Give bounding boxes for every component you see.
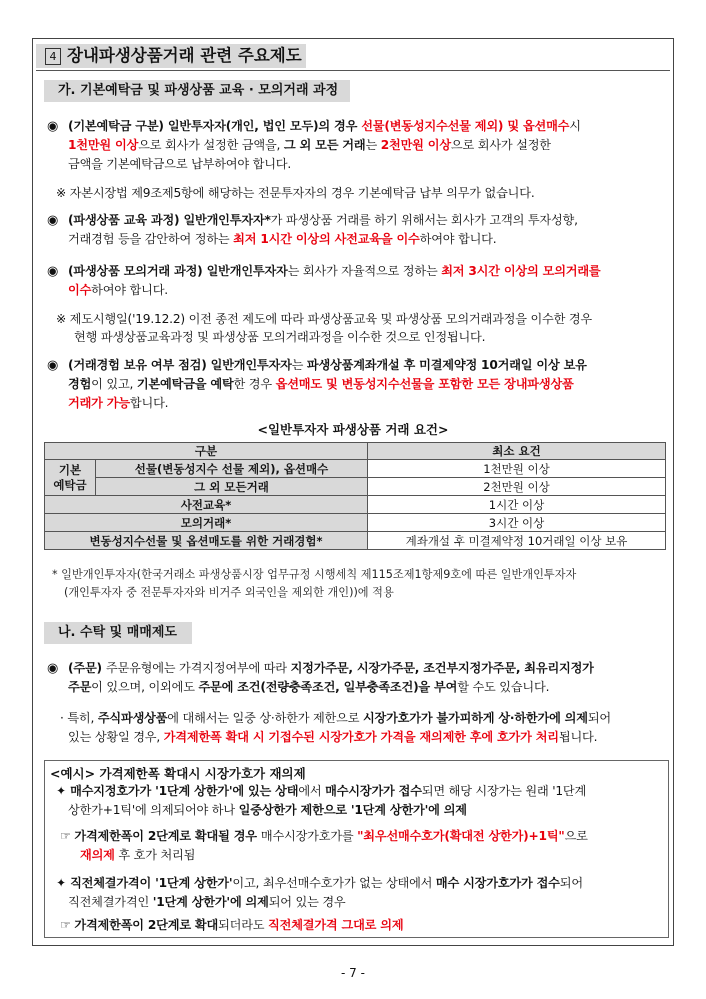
b4-line1: (거래경험 보유 여부 점검) 일반개인투자자는 파생상품계좌개설 후 미결제약정 10거래일 이상 보유 bbox=[68, 358, 587, 372]
section-title-text: 장내파생상품거래 관련 주요제도 bbox=[67, 46, 302, 65]
table-cell: 그 외 모든거래 bbox=[96, 478, 368, 496]
b3-line2: 이수하여야 합니다. bbox=[68, 283, 168, 297]
table-header-row bbox=[45, 443, 666, 460]
table-note-line1: * 일반개인투자자(한국거래소 파생상품시장 업무규정 시행세칙 제115조제1항제9호에 따른 일반개인투자자 bbox=[52, 568, 577, 581]
note-1: ※ 자본시장법 제9조제5항에 해당하는 전문투자자의 경우 기본예탁금 납부 의무가 없습니다. bbox=[56, 186, 535, 200]
requirements-table bbox=[44, 442, 666, 550]
b2-line2: 거래경험 등을 감안하여 정하는 최저 1시간 이상의 사전교육을 이수하여야 합니다. bbox=[68, 232, 497, 246]
note-2-line2: 현행 파생상품교육과정 및 파생상품 모의거래과정을 이수한 것으로 인정됩니다. bbox=[74, 330, 486, 344]
table-row bbox=[45, 460, 666, 478]
table-caption: <일반투자자 파생상품 거래 요건> bbox=[257, 422, 449, 437]
b1-line2: 1천만원 이상으로 회사가 설정한 금액을, 그 외 모든 거래는 2천만원 이상으로 회사가 설정한 bbox=[68, 138, 551, 152]
table-cell: 1시간 이상 bbox=[368, 496, 666, 514]
table-header-requirement: 최소 요건 bbox=[368, 443, 666, 460]
bullet-icon: ◉ bbox=[47, 661, 59, 676]
b4-line3: 거래가 가능합니다. bbox=[68, 396, 169, 410]
table-cell: 모의거래* bbox=[45, 514, 368, 532]
b1-line3: 금액을 기본예탁금으로 납부하여야 합니다. bbox=[68, 157, 292, 171]
b6-line1: · 특히, 주식파생상품에 대해서는 일중 상·하한가 제한으로 시장가호가가 불가피하게 상·하한가에 의제되어 bbox=[60, 711, 611, 725]
b4-line2: 경험이 있고, 기본예탁금을 예탁한 경우 옵션매도 및 변동성지수선물을 포함한 모든 장내파생상품 bbox=[68, 377, 574, 391]
table-note-line2: (개인투자자 중 전문투자자와 비거주 외국인을 제외한 개인))에 적용 bbox=[64, 586, 394, 599]
b1-line1: (기본예탁금 구분) 일반투자자(개인, 법인 모두)의 경우 선물(변동성지수선물 제외) 및 옵션매수시 bbox=[68, 119, 581, 133]
section-number: 4 bbox=[45, 48, 61, 65]
table-cell: 계좌개설 후 미결제약정 10거래일 이상 보유 bbox=[368, 532, 666, 550]
bullet-icon: ◉ bbox=[47, 119, 59, 134]
table-row bbox=[45, 478, 666, 496]
title-divider bbox=[36, 70, 670, 71]
bullet-icon: ◉ bbox=[47, 213, 59, 228]
table-header-category: 구분 bbox=[45, 443, 368, 460]
table-cell: 사전교육* bbox=[45, 496, 368, 514]
example-p2-line1: ✦ 직전체결가격이 '1단계 상한가'이고, 최우선매수호가가 없는 상태에서 매수 시장가호가가 접수되어 bbox=[56, 876, 583, 890]
subsection-b-title: 나. 수탁 및 매매제도 bbox=[44, 622, 192, 644]
table-cell: 변동성지수선물 및 옵션매도를 위한 거래경험* bbox=[45, 532, 368, 550]
bullet-icon: ◉ bbox=[47, 358, 59, 373]
b5-line2: 주문이 있으며, 이외에도 주문에 조건(전량충족조건, 일부충족조건)을 부여할 수도 있습니다. bbox=[68, 680, 550, 694]
example-p1-line1: ✦ 매수지정호가가 '1단계 상한가'에 있는 상태에서 매수시장가가 접수되면 해당 시장가는 원래 '1단계 bbox=[56, 784, 587, 798]
table-row bbox=[45, 496, 666, 514]
bullet-icon: ◉ bbox=[47, 264, 59, 279]
table-row bbox=[45, 532, 666, 550]
example-p1-line2: 상한가+1틱'에 의제되어야 하나 일중상한가 제한으로 '1단계 상한가'에 의제 bbox=[68, 803, 467, 817]
table-row bbox=[45, 514, 666, 532]
example-a1-line2: 재의제 후 호가 처리됨 bbox=[80, 848, 196, 862]
table-cell: 1천만원 이상 bbox=[368, 460, 666, 478]
example-a1-line1: ☞ 가격제한폭이 2단계로 확대될 경우 매수시장가호가를 "최우선매수호가(확대전 상한가)+1틱"으로 bbox=[60, 829, 588, 843]
example-a2-line1: ☞ 가격제한폭이 2단계로 확대되더라도 직전체결가격 그대로 의제 bbox=[60, 918, 404, 932]
example-label: <예시> 가격제한폭 확대시 시장가호가 재의제 bbox=[50, 766, 306, 781]
note-2-line1: ※ 제도시행일('19.12.2) 이전 종전 제도에 따라 파생상품교육 및 파생상품 모의거래과정을 이수한 경우 bbox=[56, 312, 593, 326]
example-p2-line2: 직전체결가격인 '1단계 상한가'에 의제되어 있는 경우 bbox=[68, 895, 346, 909]
b6-line2: 있는 상황일 경우, 가격제한폭 확대 시 기접수된 시장가호가 가격을 재의제한 후에 호가가 처리됩니다. bbox=[68, 730, 598, 744]
page-number: - 7 - bbox=[341, 966, 365, 980]
table-cell: 3시간 이상 bbox=[368, 514, 666, 532]
section-title bbox=[36, 44, 306, 68]
table-cell: 선물(변동성지수 선물 제외), 옵션매수 bbox=[96, 460, 368, 478]
b2-line1: (파생상품 교육 과정) 일반개인투자자*가 파생상품 거래를 하기 위해서는 회사가 고객의 투자성향, bbox=[68, 213, 578, 227]
table-cell: 2천만원 이상 bbox=[368, 478, 666, 496]
b3-line1: (파생상품 모의거래 과정) 일반개인투자자는 회사가 자율적으로 정하는 최저 3시간 이상의 모의거래를 bbox=[68, 264, 601, 278]
subsection-a-title: 가. 기본예탁금 및 파생상품 교육 · 모의거래 과정 bbox=[44, 80, 350, 102]
b5-line1: (주문) 주문유형에는 가격지정여부에 따라 지정가주문, 시장가주문, 조건부지정가주문, 최유리지정가 bbox=[68, 661, 594, 675]
table-group-deposit: 기본 예탁금 bbox=[45, 460, 96, 496]
